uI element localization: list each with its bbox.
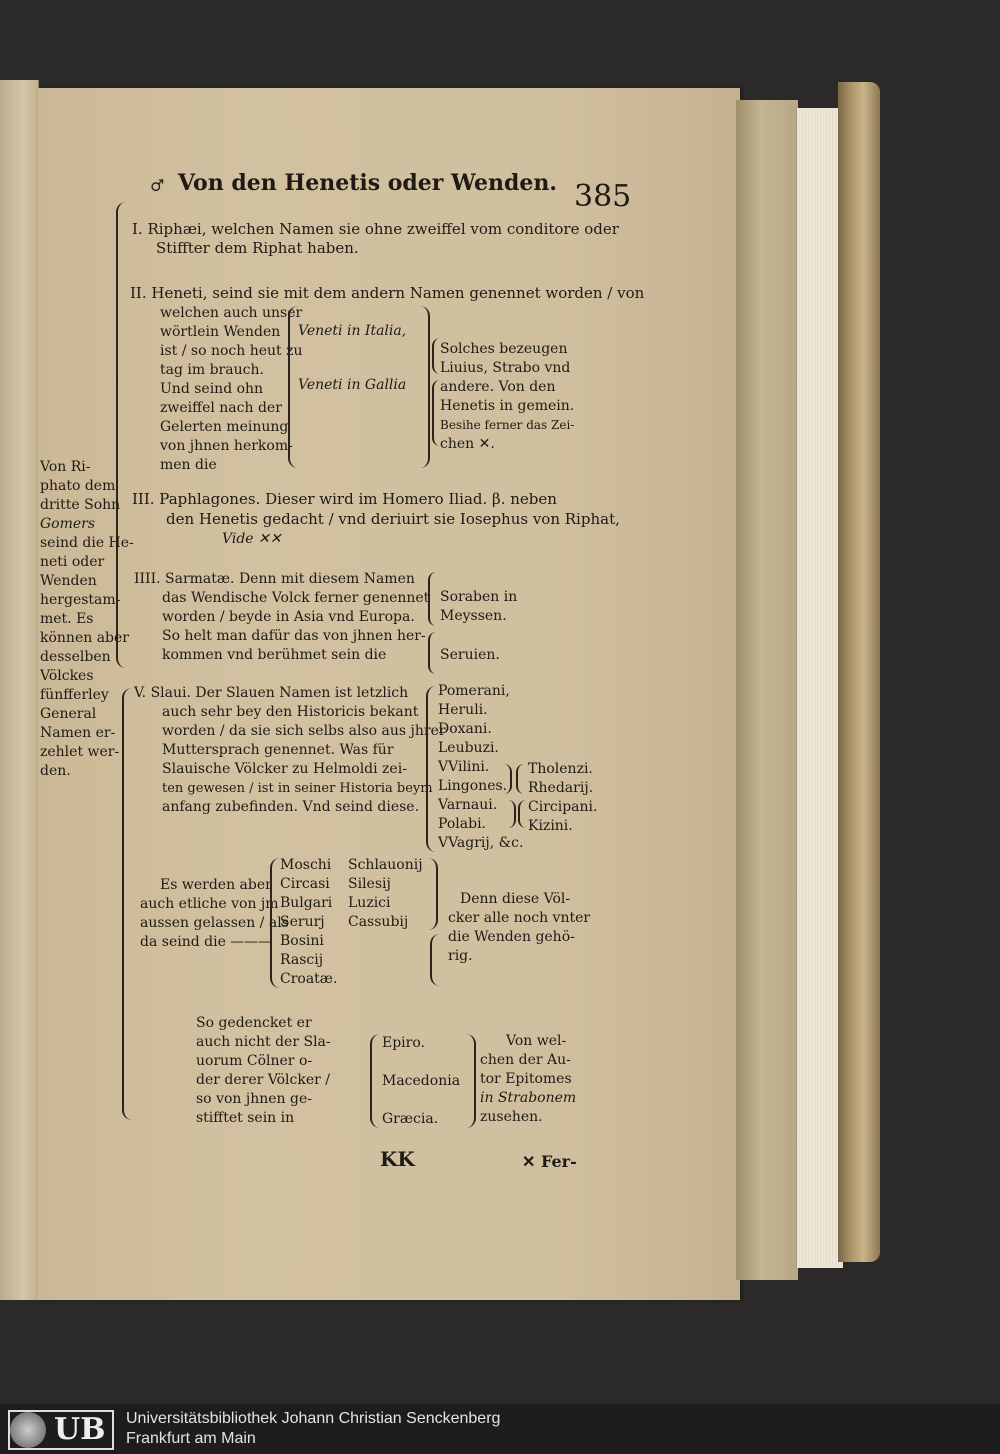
sidebar-note [40, 458, 134, 781]
section-line: Tholenzi. [528, 761, 593, 777]
page-edges [796, 108, 843, 1268]
section-7-mid: Macedonia [382, 1073, 461, 1089]
section-7-mid: Epiro. [382, 1035, 425, 1051]
catchword: ✕ Fer- [522, 1152, 577, 1171]
section-line: rig. [448, 948, 473, 964]
section-line: in Strabonem [480, 1090, 577, 1106]
section-line: Schlauonij [348, 857, 423, 873]
brace [288, 306, 298, 468]
section-2-right [440, 340, 574, 454]
section-4-right [440, 588, 517, 626]
section-line: I. Riphæi, welchen Namen sie ohne zweiffel vom conditore oder [132, 220, 619, 238]
brace [428, 632, 436, 674]
brace [426, 686, 436, 852]
section-line: IIII. Sarmatæ. Denn mit diesem Namen [134, 571, 415, 587]
section-7-left [196, 1014, 331, 1128]
sidebar-line: dritte Sohn [40, 497, 121, 513]
running-title: Von den Henetis oder Wenden. [178, 170, 557, 196]
section-line: anfang zubefinden. Vnd seind diese. [162, 799, 420, 815]
section-line: worden / beyde in Asia vnd Europa. [162, 609, 415, 625]
section-line: welchen auch unser [160, 305, 303, 321]
page-gutter [736, 100, 798, 1280]
section-line: ist / so noch heut zu [160, 343, 303, 359]
sidebar-line: Von Ri- [40, 459, 91, 475]
section-line: Lingones. [438, 778, 508, 794]
section-line: auch nicht der Sla- [196, 1034, 331, 1050]
section-line: Heruli. [438, 702, 488, 718]
main-brace-lower [122, 688, 134, 1120]
section-line: Luzici [348, 895, 391, 911]
section-line: ten gewesen / ist in seiner Historia beym [162, 781, 433, 796]
brace [508, 800, 516, 828]
institution-city: Frankfurt am Main [126, 1430, 256, 1447]
section-line: Pomerani, [438, 683, 510, 699]
section-line: Henetis in gemein. [440, 398, 575, 414]
section-line: Moschi [280, 857, 332, 873]
sidebar-line: phato dem [40, 478, 116, 494]
section-5-left [134, 684, 446, 817]
section-line: tag im brauch. [160, 362, 264, 378]
section-line: Besihe ferner das Zei- [440, 418, 575, 432]
section-line: uorum Cölner o- [196, 1053, 313, 1069]
page-number: 385 [574, 179, 632, 214]
section-1 [132, 220, 619, 258]
brace [432, 338, 440, 374]
section-line: chen der Au- [480, 1052, 571, 1068]
section-3-line: Vide ✕✕ [222, 531, 282, 547]
section-line: Stiffter dem Riphat haben. [156, 239, 359, 257]
section-5-right [528, 760, 597, 836]
section-line: Es werden aber [160, 877, 272, 893]
section-line: So gedencket er [196, 1015, 312, 1031]
section-2-mid: Veneti in Gallia [298, 377, 407, 393]
section-line: wörtlein Wenden [160, 324, 281, 340]
section-line: da seind die ——— [140, 934, 273, 950]
section-line: Varnaui. [438, 797, 498, 813]
sidebar-line: seind die He- [40, 535, 134, 551]
section-line: Soraben in [440, 589, 518, 605]
institution-name: Universitätsbibliothek Johann Christian Senckenberg [126, 1410, 501, 1427]
section-line: Gelerten meinung [160, 419, 289, 435]
sidebar-line: zehlet wer- [40, 744, 120, 760]
section-4-right: Seruien. [440, 647, 500, 663]
section-line: Rascij [280, 952, 324, 968]
section-6-col1 [280, 856, 337, 989]
sidebar-line: met. Es [40, 611, 94, 627]
sidebar-line: Völckes [40, 668, 94, 684]
section-line: Meyssen. [440, 608, 507, 624]
section-6-right [448, 890, 590, 966]
section-line: Circasi [280, 876, 330, 892]
section-7-right [480, 1032, 576, 1127]
section-line: Serurj [280, 914, 325, 930]
section-line: Doxani. [438, 721, 492, 737]
section-2-mid: Veneti in Italia, [298, 323, 407, 339]
sidebar-line: können aber [40, 630, 129, 646]
sidebar-line: Gomers [40, 516, 96, 532]
section-line: Rhedarij. [528, 780, 594, 796]
section-7-mid: Græcia. [382, 1111, 439, 1127]
section-line: zweiffel nach der [160, 400, 282, 416]
section-line: Liuius, Strabo vnd [440, 360, 571, 376]
section-line: der derer Völcker / [196, 1072, 330, 1088]
previous-page-edge [0, 80, 39, 1300]
sidebar-line: hergestam- [40, 592, 121, 608]
sidebar-line: General [40, 706, 97, 722]
section-line: Silesij [348, 876, 391, 892]
section-line: tor Epitomes [480, 1071, 572, 1087]
signature-mark: KK [380, 1147, 415, 1171]
section-line: VVilini. [438, 759, 490, 775]
section-4-left [134, 570, 429, 665]
section-line: V. Slaui. Der Slauen Namen ist letzlich [134, 685, 409, 701]
section-line: so von jhnen ge- [196, 1091, 312, 1107]
section-line: Croatæ. [280, 971, 338, 987]
section-line: Bulgari [280, 895, 333, 911]
header-ornament: ♂ [150, 176, 165, 195]
section-line: Slauische Völcker zu Helmoldi zei- [162, 761, 407, 777]
brace [428, 572, 436, 626]
brace [370, 1034, 380, 1128]
section-line: Polabi. [438, 816, 486, 832]
section-line: Solches bezeugen [440, 341, 568, 357]
brace [430, 934, 440, 986]
sidebar-line: Namen er- [40, 725, 116, 741]
section-2-head: II. Heneti, seind sie mit dem andern Namen genennet worden / von [130, 284, 645, 302]
section-line: auch sehr bey den Historicis bekant [162, 704, 419, 720]
section-3-line: III. Paphlagones. Dieser wird im Homero Iliad. β. neben [132, 490, 557, 508]
section-line: die Wenden gehö- [448, 929, 575, 945]
brace [516, 764, 524, 794]
section-line: Denn diese Völ- [460, 891, 571, 907]
sidebar-line: den. [40, 763, 71, 779]
section-line: Circipani. [528, 799, 598, 815]
section-line: Kizini. [528, 818, 573, 834]
section-line: Muttersprach genennet. Was für [162, 742, 394, 758]
section-line: So helt man dafür das von jhnen her- [162, 628, 426, 644]
sidebar-line: desselben [40, 649, 111, 665]
brace [432, 380, 440, 446]
sidebar-line: neti oder [40, 554, 105, 570]
section-line: men die [160, 457, 217, 473]
section-2-left [160, 304, 303, 475]
section-line: cker alle noch vnter [448, 910, 591, 926]
section-3-line: den Henetis gedacht / vnd deriuirt sie Iosephus von Riphat, [166, 510, 620, 528]
section-line: andere. Von den [440, 379, 556, 395]
section-line: kommen vnd berühmet sein die [162, 647, 387, 663]
section-line: stifftet sein in [196, 1110, 295, 1126]
brace [504, 764, 512, 794]
ub-logo-text: UB [54, 1412, 106, 1447]
section-line: zusehen. [480, 1109, 543, 1125]
section-line: Von wel- [506, 1033, 567, 1049]
brace [270, 858, 280, 988]
section-line: chen ✕. [440, 436, 495, 452]
brace [420, 306, 430, 468]
section-line: auch etliche von jm [140, 896, 279, 912]
section-line: Leubuzi. [438, 740, 499, 756]
brace [466, 1034, 476, 1128]
section-line: das Wendische Volck ferner genennet [162, 590, 430, 606]
sidebar-line: fünfferley [40, 687, 109, 703]
section-line: Und seind ohn [160, 381, 264, 397]
section-line: worden / da sie sich selbs also aus jhrer [162, 723, 446, 739]
section-6-col2 [348, 856, 423, 932]
brace [518, 800, 526, 828]
section-6-left [140, 876, 289, 952]
brace [428, 858, 438, 930]
section-line: VVagrij, &c. [438, 835, 524, 851]
seal-icon [10, 1412, 46, 1448]
book-cover [838, 82, 880, 1262]
section-line: Bosini [280, 933, 324, 949]
section-line: aussen gelassen / als [140, 915, 289, 931]
section-line: von jhnen herkom- [160, 438, 293, 454]
sidebar-line: Wenden [40, 573, 97, 589]
section-line: Cassubij [348, 914, 409, 930]
